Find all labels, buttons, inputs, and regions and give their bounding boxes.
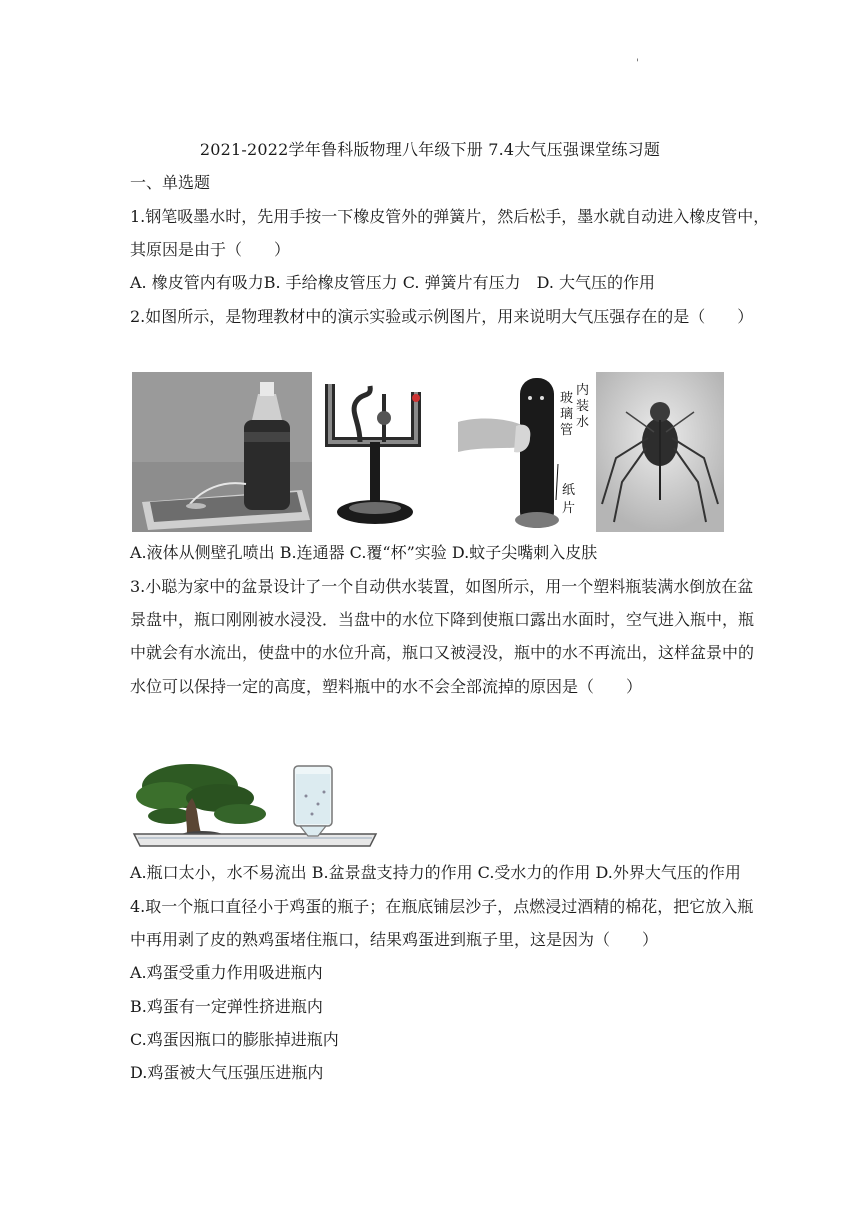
q3-options: A.瓶口太小，水不易流出 B.盆景盘支持力的作用 C.受水力的作用 D.外界大气压的作用 bbox=[130, 863, 741, 882]
q4-option-a: A.鸡蛋受重力作用吸进瓶内 bbox=[130, 963, 323, 982]
q4-option-b: B.鸡蛋有一定弹性挤进瓶内 bbox=[130, 997, 323, 1016]
q1-options: A. 橡皮管内有吸力B. 手给橡皮管压力 C. 弹簧片有压力 D. 大气压的作用 bbox=[130, 273, 656, 292]
mosquito-image bbox=[596, 372, 724, 532]
water-label-2: 装 bbox=[576, 399, 590, 414]
q2-options: A.液体从侧壁孔喷出 B.连通器 C.覆“杯”实验 D.蚊子尖嘴刺入皮肤 bbox=[130, 543, 598, 562]
q3-stem-line-4: 水位可以保持一定的高度，塑料瓶中的水不会全部流掉的原因是（ ） bbox=[130, 677, 643, 696]
section-heading: 一、单选题 bbox=[130, 173, 211, 192]
tube-label-3: 管 bbox=[560, 423, 574, 438]
bonsai-water-supply-image bbox=[130, 752, 380, 856]
q4-option-c: C.鸡蛋因瓶口的膨胀掉进瓶内 bbox=[130, 1030, 339, 1049]
water-label-1: 内 bbox=[576, 383, 590, 398]
q2-stem: 2.如图所示，是物理教材中的演示实验或示例图片，用来说明大气压强存在的是（ ） bbox=[130, 307, 754, 326]
q3-stem-line-2: 景盘中，瓶口刚刚被水浸没．当盘中的水位下降到使瓶口露出水面时，空气进入瓶中，瓶 bbox=[130, 610, 755, 629]
connected-vessels-image bbox=[320, 372, 440, 532]
q2-figure-row bbox=[132, 372, 722, 532]
water-label-3: 水 bbox=[576, 415, 590, 430]
tube-label-2: 璃 bbox=[560, 407, 574, 422]
paper-label-1: 纸 bbox=[562, 483, 576, 498]
page-title: 2021-2022学年鲁科版物理八年级下册 7.4大气压强课堂练习题 bbox=[199, 140, 661, 159]
q3-stem-line-3: 中就会有水流出，使盘中的水位升高，瓶口又被浸没，瓶中的水不再流出，这样盆景中的 bbox=[130, 643, 755, 662]
q1-stem-line-1: 1.钢笔吸墨水时，先用手按一下橡皮管外的弹簧片，然后松手，墨水就自动进入橡皮管中， bbox=[130, 207, 770, 226]
q4-stem-line-2: 中再用剥了皮的熟鸡蛋堵住瓶口，结果鸡蛋进到瓶子里，这是因为（ ） bbox=[130, 930, 659, 949]
q4-stem-line-1: 4.取一个瓶口直径小于鸡蛋的瓶子；在瓶底铺层沙子，点燃浸过酒精的棉花，把它放入瓶 bbox=[130, 897, 754, 916]
q1-stem-line-2: 其原因是由于（ ） bbox=[130, 240, 291, 259]
paper-label-2: 片 bbox=[562, 501, 576, 516]
inverted-cup-image bbox=[458, 372, 592, 532]
page-tick-mark: ' bbox=[636, 58, 639, 69]
bottle-spray-image bbox=[132, 372, 312, 532]
tube-label-1: 玻 bbox=[560, 391, 574, 406]
q4-option-d: D.鸡蛋被大气压强压进瓶内 bbox=[130, 1063, 324, 1082]
q3-stem-line-1: 3.小聪为家中的盆景设计了一个自动供水装置，如图所示，用一个塑料瓶装满水倒放在盆 bbox=[130, 577, 754, 596]
